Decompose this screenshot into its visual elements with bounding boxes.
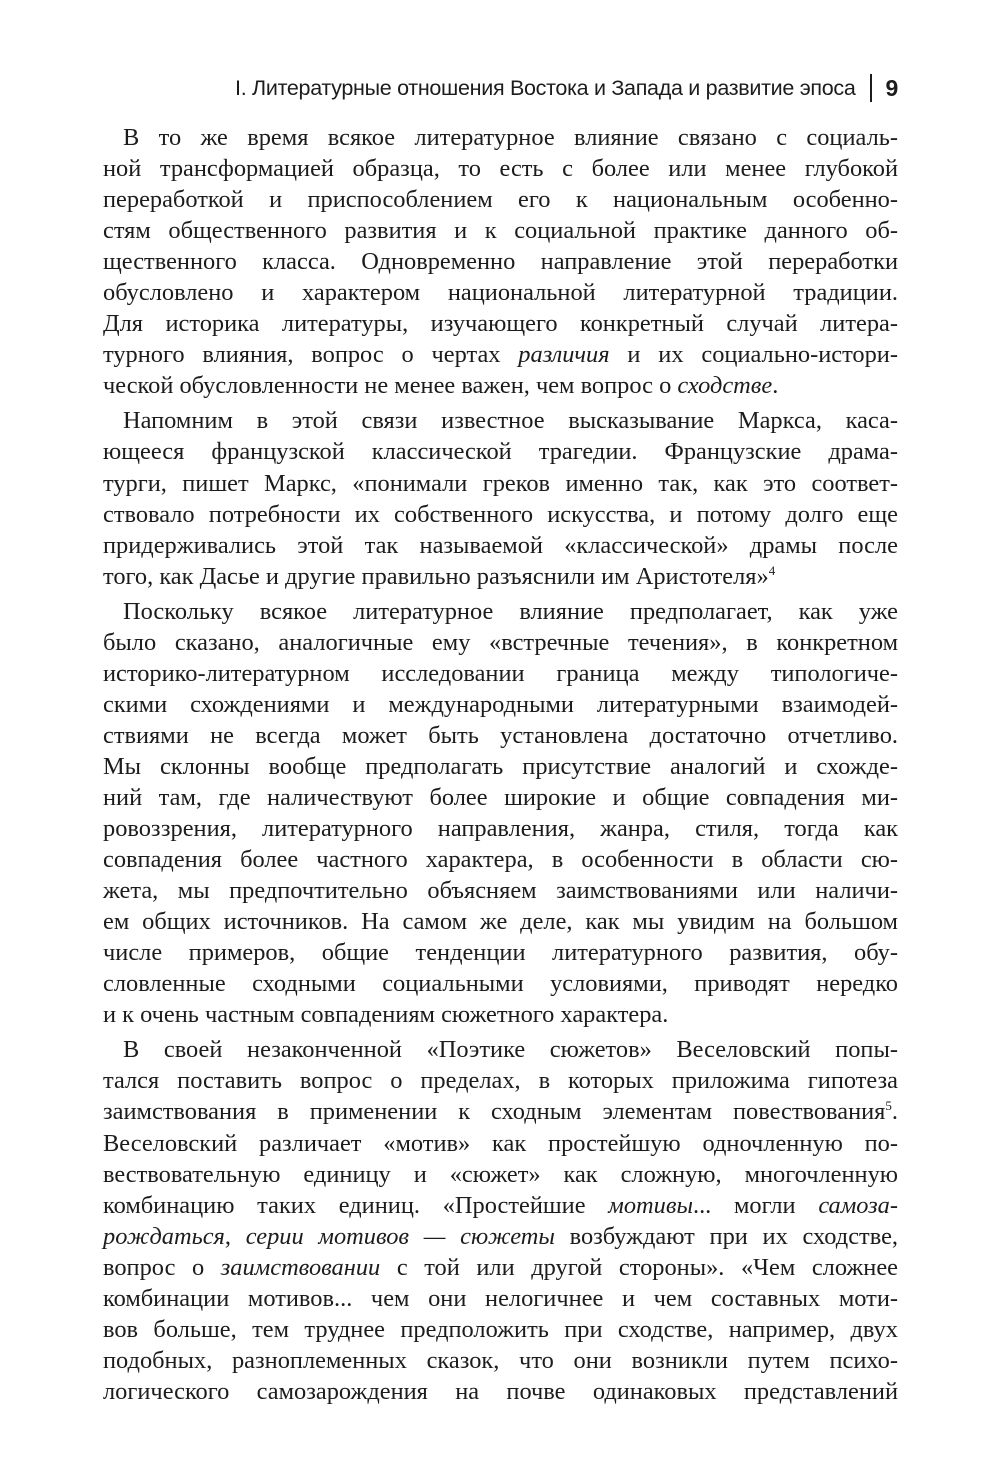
text-line: щественного класса. Одновременно направление этой переработки bbox=[103, 248, 898, 276]
italic-term: мотивы bbox=[608, 1191, 693, 1219]
body-text bbox=[103, 122, 898, 1407]
italic-term: самоза- bbox=[818, 1191, 898, 1219]
text-line: Поскольку всякое литературное влияние предполагает, как уже bbox=[123, 597, 898, 625]
text-line: обусловлено и характером национальной литературной традиции. bbox=[103, 279, 898, 307]
text-line: совпадения более частного характера, в особенности в области сю- bbox=[103, 846, 898, 874]
text-line: Напомним в этой связи известное высказывание Маркса, каса- bbox=[123, 407, 898, 435]
text-line: ровоззрения, литературного направления, жанра, стиля, тогда как bbox=[103, 815, 898, 843]
text-line: числе примеров, общие тенденции литературного развития, обу- bbox=[103, 939, 898, 967]
text-line: ной трансформацией образца, то есть с более или менее глубокой bbox=[103, 155, 898, 183]
text-line: ческой обусловленности не менее важен, чем вопрос о сходстве. bbox=[103, 372, 779, 400]
text-line: придерживались этой так называемой «классической» драмы после bbox=[103, 531, 898, 559]
text-line: и к очень частным совпадениям сюжетного характера. bbox=[103, 1001, 669, 1029]
text-line: вествовательную единицу и «сюжет» как сложную, многочленную bbox=[103, 1160, 898, 1188]
running-title: I. Литературные отношения Востока и Запада и развитие эпоса bbox=[235, 75, 856, 100]
footnote-ref: 5 bbox=[885, 1098, 892, 1114]
text-line: рождаться, серии мотивов — сюжеты возбуждают при их сходстве, bbox=[103, 1222, 898, 1250]
text-line: ствиями не всегда может быть установлена достаточно отчетливо. bbox=[103, 721, 898, 749]
text-line: В своей незаконченной «Поэтике сюжетов» Веселовский попы- bbox=[123, 1036, 898, 1064]
text-line: стям общественного развития и к социальной практике данного об- bbox=[103, 217, 898, 245]
text-line: того, как Дасье и другие правильно разъяснили им Аристотеля»$^4$ bbox=[103, 562, 776, 590]
text-line: историко-литературном исследовании граница между типологиче- bbox=[103, 659, 898, 687]
text-line: Веселовский различает «мотив» как простейшую одночленную по- bbox=[103, 1129, 898, 1157]
text-line: В то же время всякое литературное влияние связано с социаль- bbox=[123, 124, 898, 151]
text-line: вов больше, тем труднее предположить при сходстве, например, двух bbox=[103, 1315, 898, 1343]
italic-term: заимствовании bbox=[220, 1253, 381, 1281]
text-line: комбинацию таких единиц. «Простейшие мотивы... могли самоза- bbox=[103, 1191, 898, 1219]
header-divider bbox=[870, 74, 872, 102]
text-line: словленные сходными социальными условиями, приводят нередко bbox=[103, 970, 898, 998]
text-line: было сказано, аналогичные ему «встречные течения», в конкретном bbox=[103, 628, 898, 656]
text-line: переработкой и приспособлением его к национальным особенно- bbox=[103, 186, 898, 214]
italic-term: серии мотивов — сюжеты bbox=[245, 1222, 555, 1250]
italic-term: различия bbox=[518, 341, 610, 369]
running-header bbox=[100, 70, 898, 106]
text-line: логического самозарождения на почве одинаковых представлений bbox=[103, 1377, 898, 1405]
text-line: заимствования в применении к сходным элементам повествования$^5$. bbox=[103, 1098, 898, 1126]
text-line: жета, мы предпочтительно объясняем заимствованиями или наличи- bbox=[103, 877, 898, 905]
italic-term: рождаться bbox=[103, 1222, 225, 1250]
text-line: ющееся французской классической трагедии. Французские драма- bbox=[103, 438, 898, 466]
text-line: ний там, где наличествуют более широкие и общие совпадения ми- bbox=[103, 783, 898, 811]
page-number: 9 bbox=[885, 74, 898, 101]
text-line: турги, пишет Маркс, «понимали греков именно так, как это соответ- bbox=[103, 469, 898, 497]
text-line: ем общих источников. На самом же деле, как мы увидим на большом bbox=[103, 908, 898, 936]
text-line: скими схождениями и международными литературными взаимодей- bbox=[103, 690, 898, 718]
italic-term: сходстве bbox=[677, 372, 773, 400]
text-line: ствовало потребности их собственного искусства, и потому долго еще bbox=[103, 500, 898, 528]
text-line: Для историка литературы, изучающего конкретный случай литера- bbox=[103, 310, 898, 338]
text-line: вопрос о заимствовании с той или другой стороны». «Чем сложнее bbox=[103, 1253, 898, 1281]
text-line: Мы склонны вообще предполагать присутствие аналогий и схожде- bbox=[103, 752, 898, 780]
text-line: турного влияния, вопрос о чертах различия и их социально-истори- bbox=[103, 341, 898, 369]
text-line: тался поставить вопрос о пределах, в которых приложима гипотеза bbox=[103, 1067, 898, 1095]
text-line: комбинации мотивов... чем они нелогичнее и чем составных моти- bbox=[103, 1284, 898, 1312]
footnote-ref: 4 bbox=[768, 562, 776, 578]
text-line: подобных, разноплеменных сказок, что они возникли путем психо- bbox=[103, 1346, 898, 1374]
